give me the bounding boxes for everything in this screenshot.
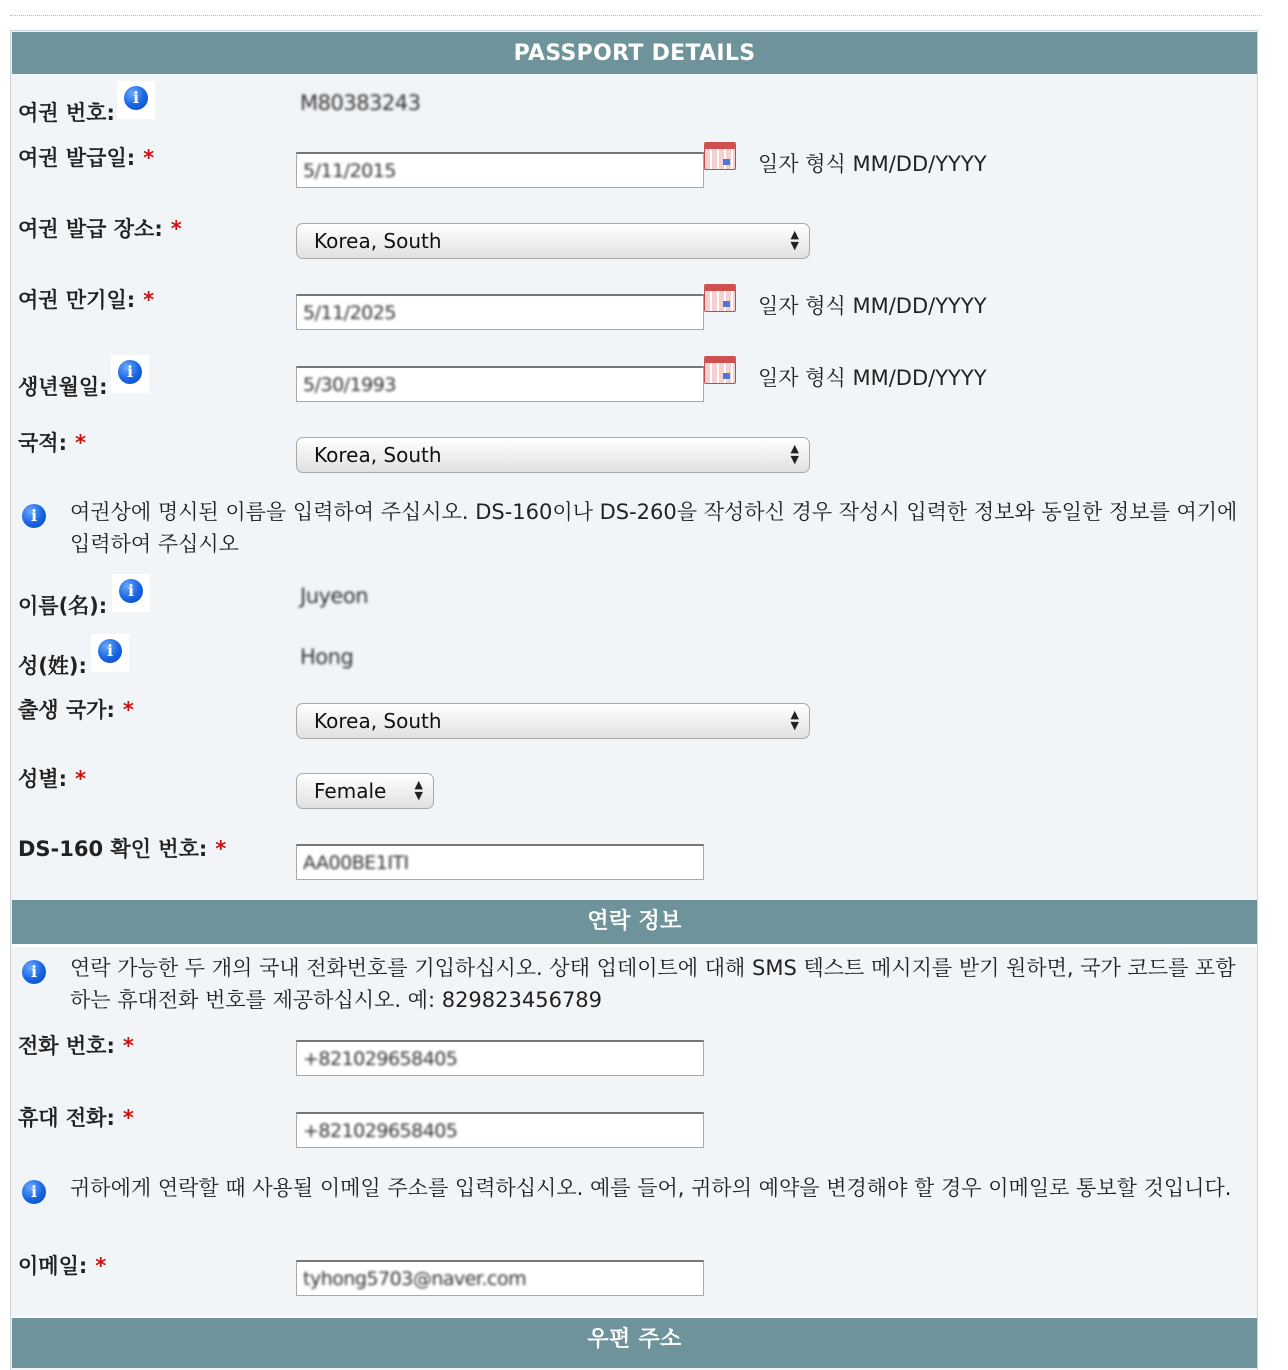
gender-select[interactable]: Female ▲ ▼ — [296, 773, 434, 809]
issue-date-label: 여권 발급일: * — [18, 146, 155, 170]
calendar-icon[interactable] — [704, 284, 736, 312]
contact-section-header — [12, 900, 1257, 947]
passport-section-title: PASSPORT DETAILS — [513, 41, 756, 66]
email-label: 이메일: * — [18, 1254, 107, 1278]
issue-place-select[interactable]: Korea, South ▲ ▼ — [296, 223, 810, 259]
nationality-label: 국적: * — [18, 431, 86, 455]
mobile-label: 휴대 전화: * — [18, 1106, 134, 1130]
phone-notice: i 연락 가능한 두 개의 국내 전화번호를 기입하십시오. 상태 업데이트에 대해 SMS 텍스트 메시지를 받기 원하면, 국가 코드를 포함하는 휴대전화 번호를 제공하십시오. 예: 829823456789 — [18, 952, 1250, 1016]
info-icon: i — [98, 639, 122, 663]
top-divider — [10, 15, 1262, 16]
phone-input[interactable]: +821029658405 — [296, 1040, 704, 1076]
ds160-label: DS-160 확인 번호: * — [18, 837, 227, 861]
required-asterisk: * — [143, 146, 155, 170]
required-asterisk: * — [122, 1034, 134, 1058]
required-asterisk: * — [122, 698, 134, 722]
birth-country-label: 출생 국가: * — [18, 698, 134, 722]
issue-date-format-hint: 일자 형식 MM/DD/YYYY — [758, 152, 987, 176]
info-icon: i — [124, 86, 148, 110]
passport-number-value: M80383243 — [300, 91, 421, 115]
expiry-date-label: 여권 만기일: * — [18, 288, 155, 312]
issue-date-input[interactable]: 5/11/2015 — [296, 152, 704, 188]
required-asterisk: * — [215, 837, 227, 861]
email-notice: i 귀하에게 연락할 때 사용될 이메일 주소를 입력하십시오. 예를 들어, 귀하의 예약을 변경해야 할 경우 이메일로 통보할 것입니다. — [18, 1172, 1250, 1204]
calendar-icon[interactable] — [704, 356, 736, 384]
birth-date-info-button[interactable] — [111, 355, 149, 393]
info-icon: i — [119, 579, 143, 603]
contact-section-title: 연락 정보 — [587, 909, 682, 934]
required-asterisk: * — [170, 217, 182, 241]
required-asterisk: * — [74, 431, 86, 455]
given-name-info-button[interactable] — [112, 574, 150, 612]
surname-value: Hong — [300, 645, 354, 669]
required-asterisk: * — [74, 767, 86, 791]
info-icon: i — [22, 1180, 46, 1204]
passport-number-label: 여권 번호: — [18, 101, 115, 125]
birth-date-input[interactable]: 5/30/1993 — [296, 366, 704, 402]
required-asterisk: * — [143, 288, 155, 312]
ds160-input[interactable]: AA00BE1ITI — [296, 844, 704, 880]
info-icon: i — [22, 504, 46, 528]
gender-label: 성별: * — [18, 767, 86, 791]
surname-info-button[interactable] — [91, 634, 129, 672]
passport-section-header — [12, 32, 1257, 74]
required-asterisk: * — [95, 1254, 107, 1278]
nationality-select[interactable]: Korea, South ▲ ▼ — [296, 437, 810, 473]
surname-label: 성(姓): — [18, 654, 87, 678]
email-input[interactable]: tyhong5703@naver.com — [296, 1260, 704, 1296]
select-arrows-icon: ▲ ▼ — [790, 228, 799, 252]
info-icon: i — [118, 360, 142, 384]
postal-section-title: 우편 주소 — [587, 1327, 682, 1352]
given-name-label: 이름(名): — [18, 594, 108, 618]
required-asterisk: * — [122, 1106, 134, 1130]
expiry-date-input[interactable]: 5/11/2025 — [296, 294, 704, 330]
given-name-value: Juyeon — [300, 584, 369, 608]
calendar-icon[interactable] — [704, 142, 736, 170]
select-arrows-icon: ▲ ▼ — [414, 778, 423, 802]
birth-country-select[interactable]: Korea, South ▲ ▼ — [296, 703, 810, 739]
expiry-date-format-hint: 일자 형식 MM/DD/YYYY — [758, 294, 987, 318]
phone-label: 전화 번호: * — [18, 1034, 134, 1058]
passport-number-info-button[interactable] — [117, 81, 155, 119]
postal-section-header — [12, 1316, 1257, 1368]
issue-place-label: 여권 발급 장소: * — [18, 217, 182, 241]
birth-date-format-hint: 일자 형식 MM/DD/YYYY — [758, 366, 987, 390]
birth-date-label: 생년월일: — [18, 375, 108, 399]
info-icon: i — [22, 960, 46, 984]
mobile-input[interactable]: +821029658405 — [296, 1112, 704, 1148]
select-arrows-icon: ▲ ▼ — [790, 708, 799, 732]
select-arrows-icon: ▲ ▼ — [790, 442, 799, 466]
name-notice: i 여권상에 명시된 이름을 입력하여 주십시오. DS-160이나 DS-260을 작성하신 경우 작성시 입력한 정보와 동일한 정보를 여기에 입력하여 주십시오 — [18, 496, 1250, 560]
